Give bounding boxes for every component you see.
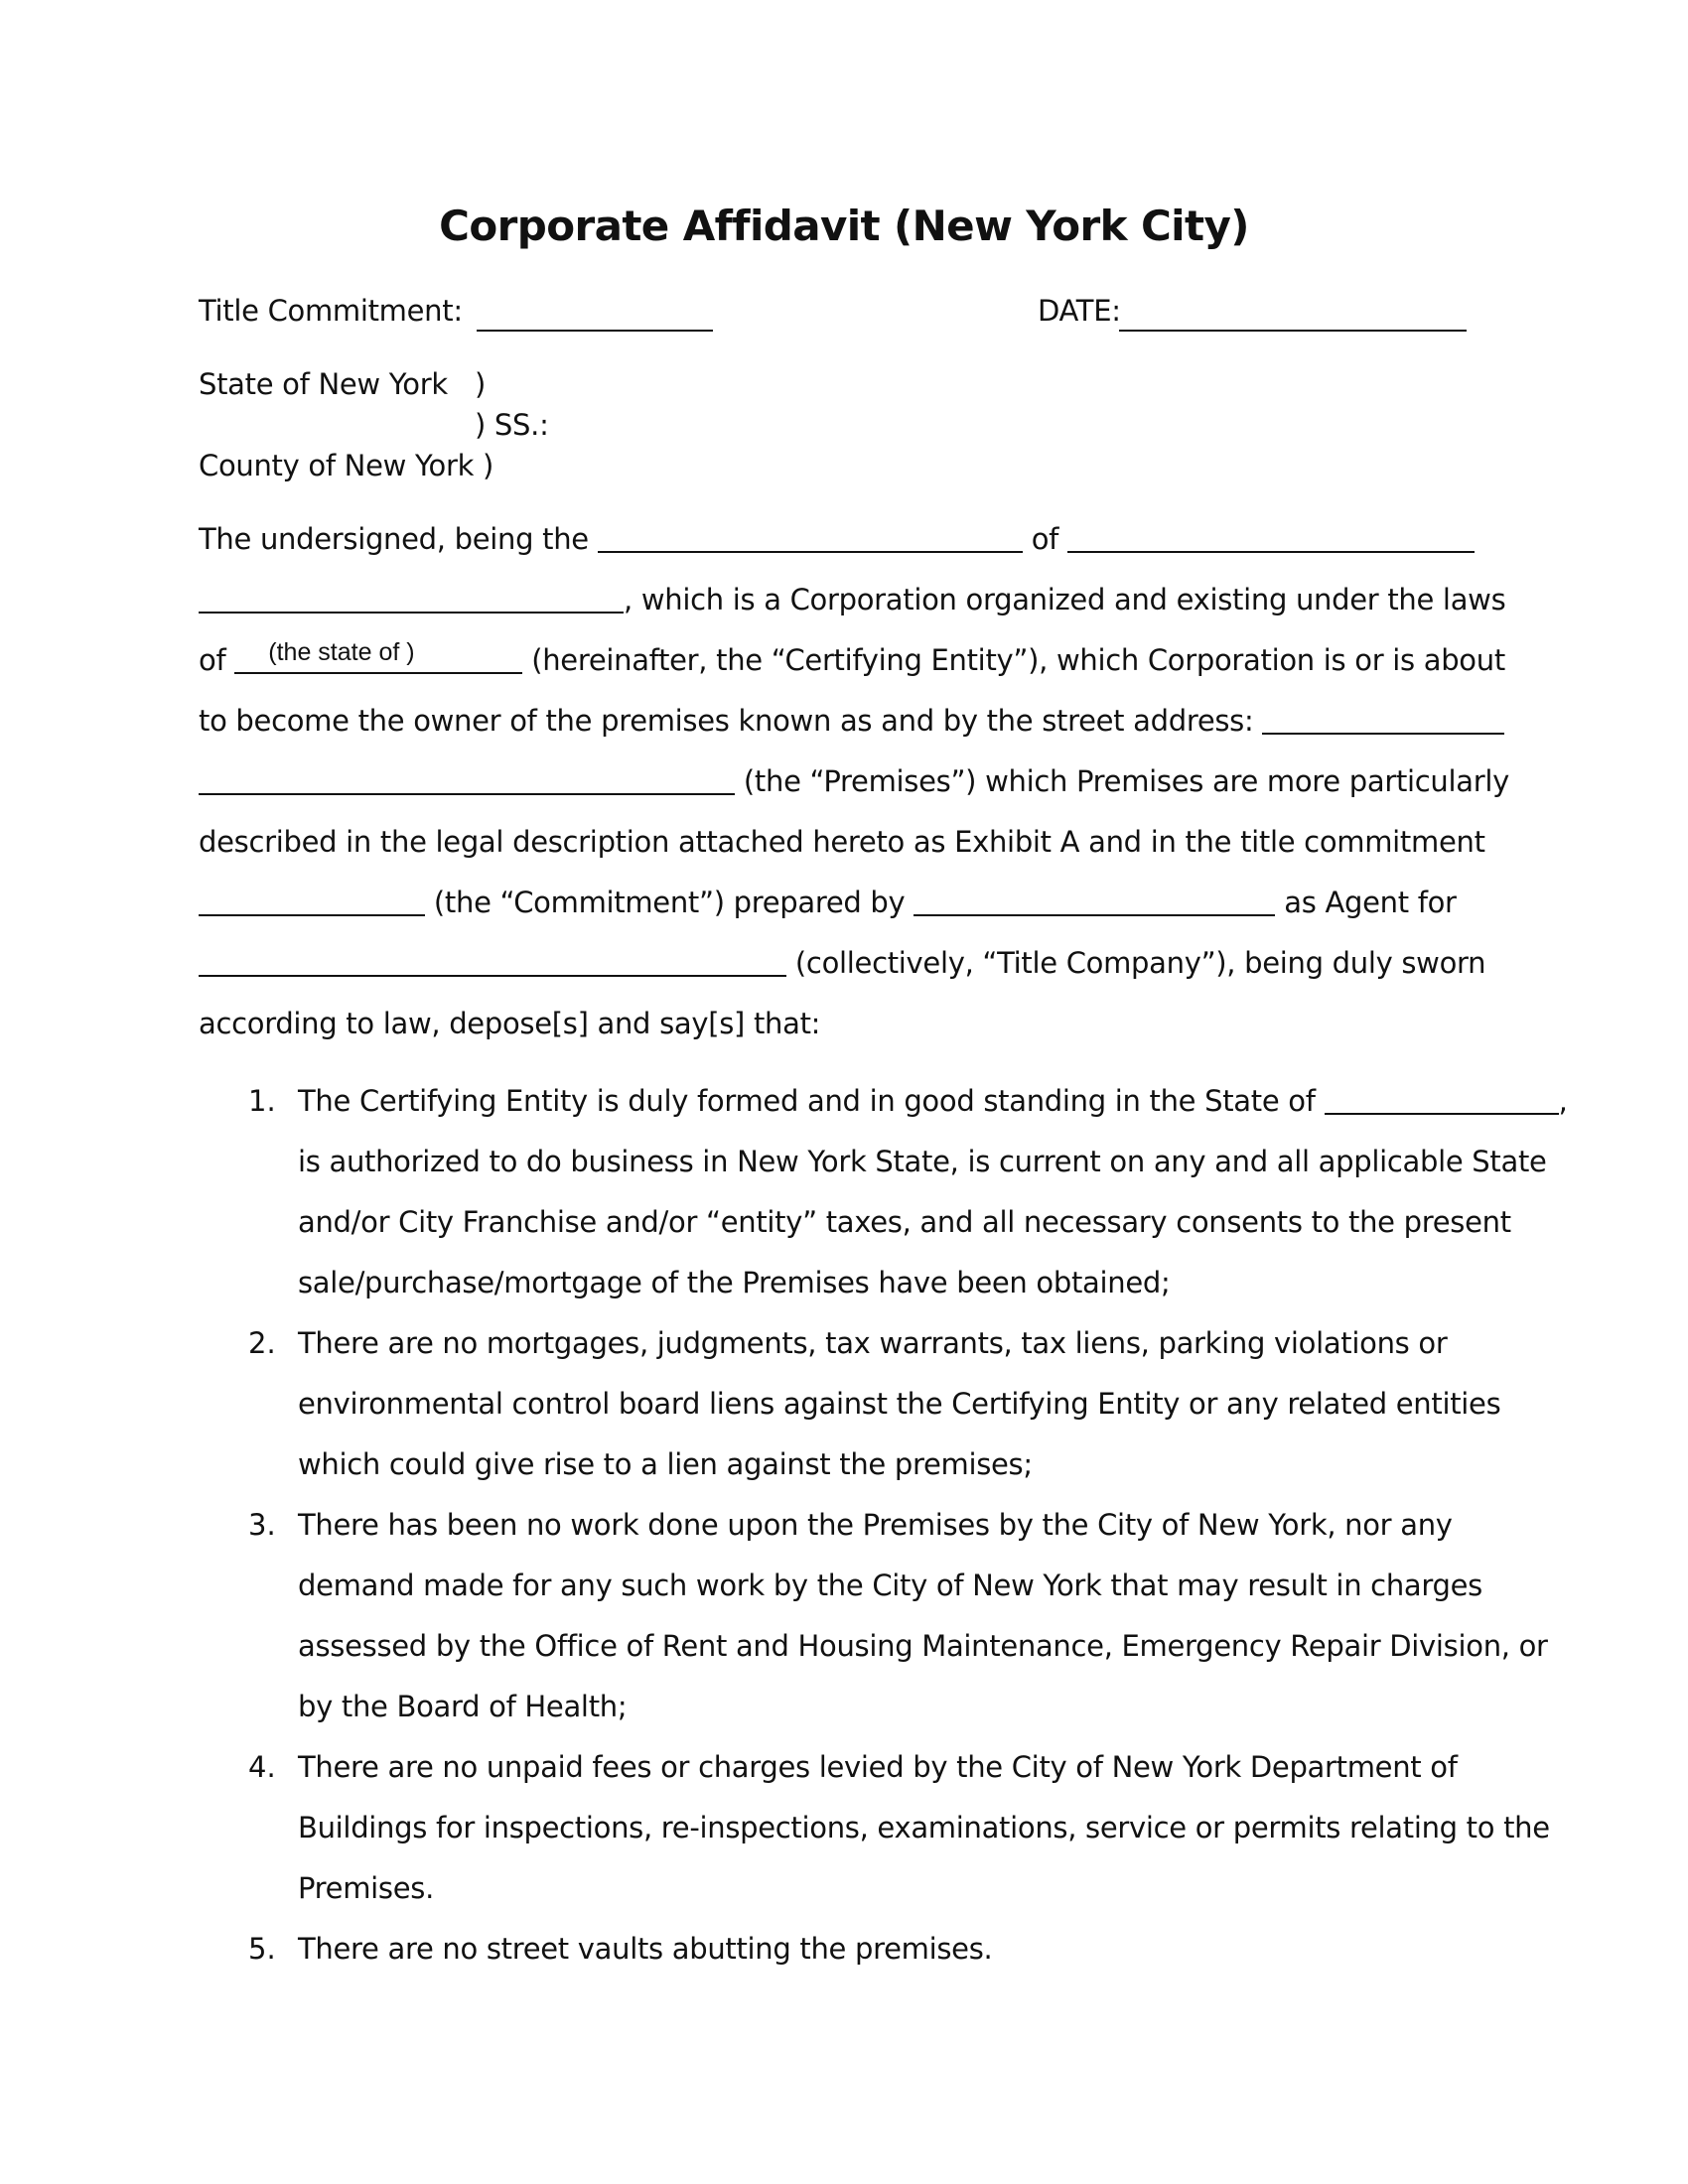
title-commitment-label: Title Commitment:: [199, 294, 463, 328]
intro-line-8: [199, 946, 1485, 980]
item-2-number: 2.: [248, 1326, 276, 1360]
item-1-line-1: [298, 1084, 1568, 1118]
venue-ss: ) SS.:: [475, 408, 549, 442]
venue-paren: ): [475, 367, 487, 401]
date-blank[interactable]: [1119, 302, 1467, 332]
corporation-name-blank[interactable]: [1067, 523, 1475, 553]
intro-commitment-text: (the “Commitment”) prepared by: [433, 886, 906, 919]
title-company-blank[interactable]: [199, 947, 786, 977]
intro-of-text: of: [1031, 522, 1059, 556]
corporation-name-blank-2[interactable]: [199, 584, 624, 614]
intro-of-text-2: of: [199, 643, 226, 677]
state-of-incorporation-blank[interactable]: [234, 638, 522, 674]
item-3-line-3: assessed by the Office of Rent and Housing Maintenance, Emergency Repair Division, or: [298, 1629, 1548, 1663]
intro-certifying-text: (hereinafter, the “Certifying Entity”), which Corporation is or is about: [531, 643, 1505, 677]
item-3-number: 3.: [248, 1508, 276, 1542]
item-1-comma: ,: [1558, 1084, 1568, 1118]
intro-line-9: according to law, depose[s] and say[s] that:: [199, 1007, 821, 1040]
intro-line-4: [199, 704, 1504, 738]
item-1-line-3: and/or City Franchise and/or “entity” taxes, and all necessary consents to the present: [298, 1205, 1511, 1239]
item-4-line-1: There are no unpaid fees or charges levied by the City of New York Department of: [298, 1750, 1458, 1784]
document-title: Corporate Affidavit (New York City): [439, 202, 1249, 250]
intro-line-7: [199, 886, 1457, 919]
item-4-line-2: Buildings for inspections, re-inspections, examinations, service or permits relating to the: [298, 1811, 1550, 1844]
state-of-formation-blank[interactable]: [1325, 1085, 1559, 1115]
item-4-line-3: Premises.: [298, 1871, 434, 1905]
intro-premises-text: (the “Premises”) which Premises are more particularly: [743, 764, 1509, 798]
item-2-line-3: which could give rise to a lien against the premises;: [298, 1447, 1033, 1481]
prepared-by-blank[interactable]: [914, 887, 1275, 916]
intro-line-1: [199, 522, 1475, 556]
item-1-line-2: is authorized to do business in New York State, is current on any and all applicable State: [298, 1145, 1547, 1178]
venue-county: County of New York ): [199, 449, 493, 482]
intro-line-2: [199, 583, 1505, 616]
item-5-line-1: There are no street vaults abutting the premises.: [298, 1932, 993, 1966]
intro-organized-text: , which is a Corporation organized and existing under the laws: [624, 583, 1506, 616]
intro-street-text: to become the owner of the premises known as and by the street address:: [199, 704, 1254, 738]
item-2-line-1: There are no mortgages, judgments, tax warrants, tax liens, parking violations or: [298, 1326, 1448, 1360]
title-commitment-row: [199, 294, 463, 328]
item-5-number: 5.: [248, 1932, 276, 1966]
street-address-blank[interactable]: [1262, 705, 1504, 735]
capacity-blank[interactable]: [598, 523, 1023, 553]
venue-state: State of New York: [199, 367, 448, 401]
item-1-text-1: The Certifying Entity is duly formed and in good standing in the State of: [298, 1084, 1316, 1118]
item-3-line-2: demand made for any such work by the City of New York that may result in charges: [298, 1569, 1482, 1602]
item-1-line-4: sale/purchase/mortgage of the Premises have been obtained;: [298, 1266, 1171, 1299]
state-hint-text: (the state of ): [268, 638, 415, 666]
intro-line-6: described in the legal description attached hereto as Exhibit A and in the title commitment: [199, 825, 1485, 859]
intro-collectively-text: (collectively, “Title Company”), being duly sworn: [794, 946, 1486, 980]
intro-agent-text: as Agent for: [1284, 886, 1457, 919]
intro-being-text: The undersigned, being the: [199, 522, 589, 556]
item-3-line-4: by the Board of Health;: [298, 1690, 628, 1723]
intro-line-3: [199, 638, 1505, 677]
intro-line-5: [199, 764, 1509, 798]
title-commitment-blank[interactable]: [477, 302, 713, 332]
item-4-number: 4.: [248, 1750, 276, 1784]
item-1-number: 1.: [248, 1084, 276, 1118]
date-label: DATE:: [1038, 294, 1121, 328]
commitment-number-blank[interactable]: [199, 887, 425, 916]
item-3-line-1: There has been no work done upon the Premises by the City of New York, nor any: [298, 1508, 1453, 1542]
street-address-blank-2[interactable]: [199, 765, 735, 795]
item-2-line-2: environmental control board liens against the Certifying Entity or any related entities: [298, 1387, 1501, 1421]
